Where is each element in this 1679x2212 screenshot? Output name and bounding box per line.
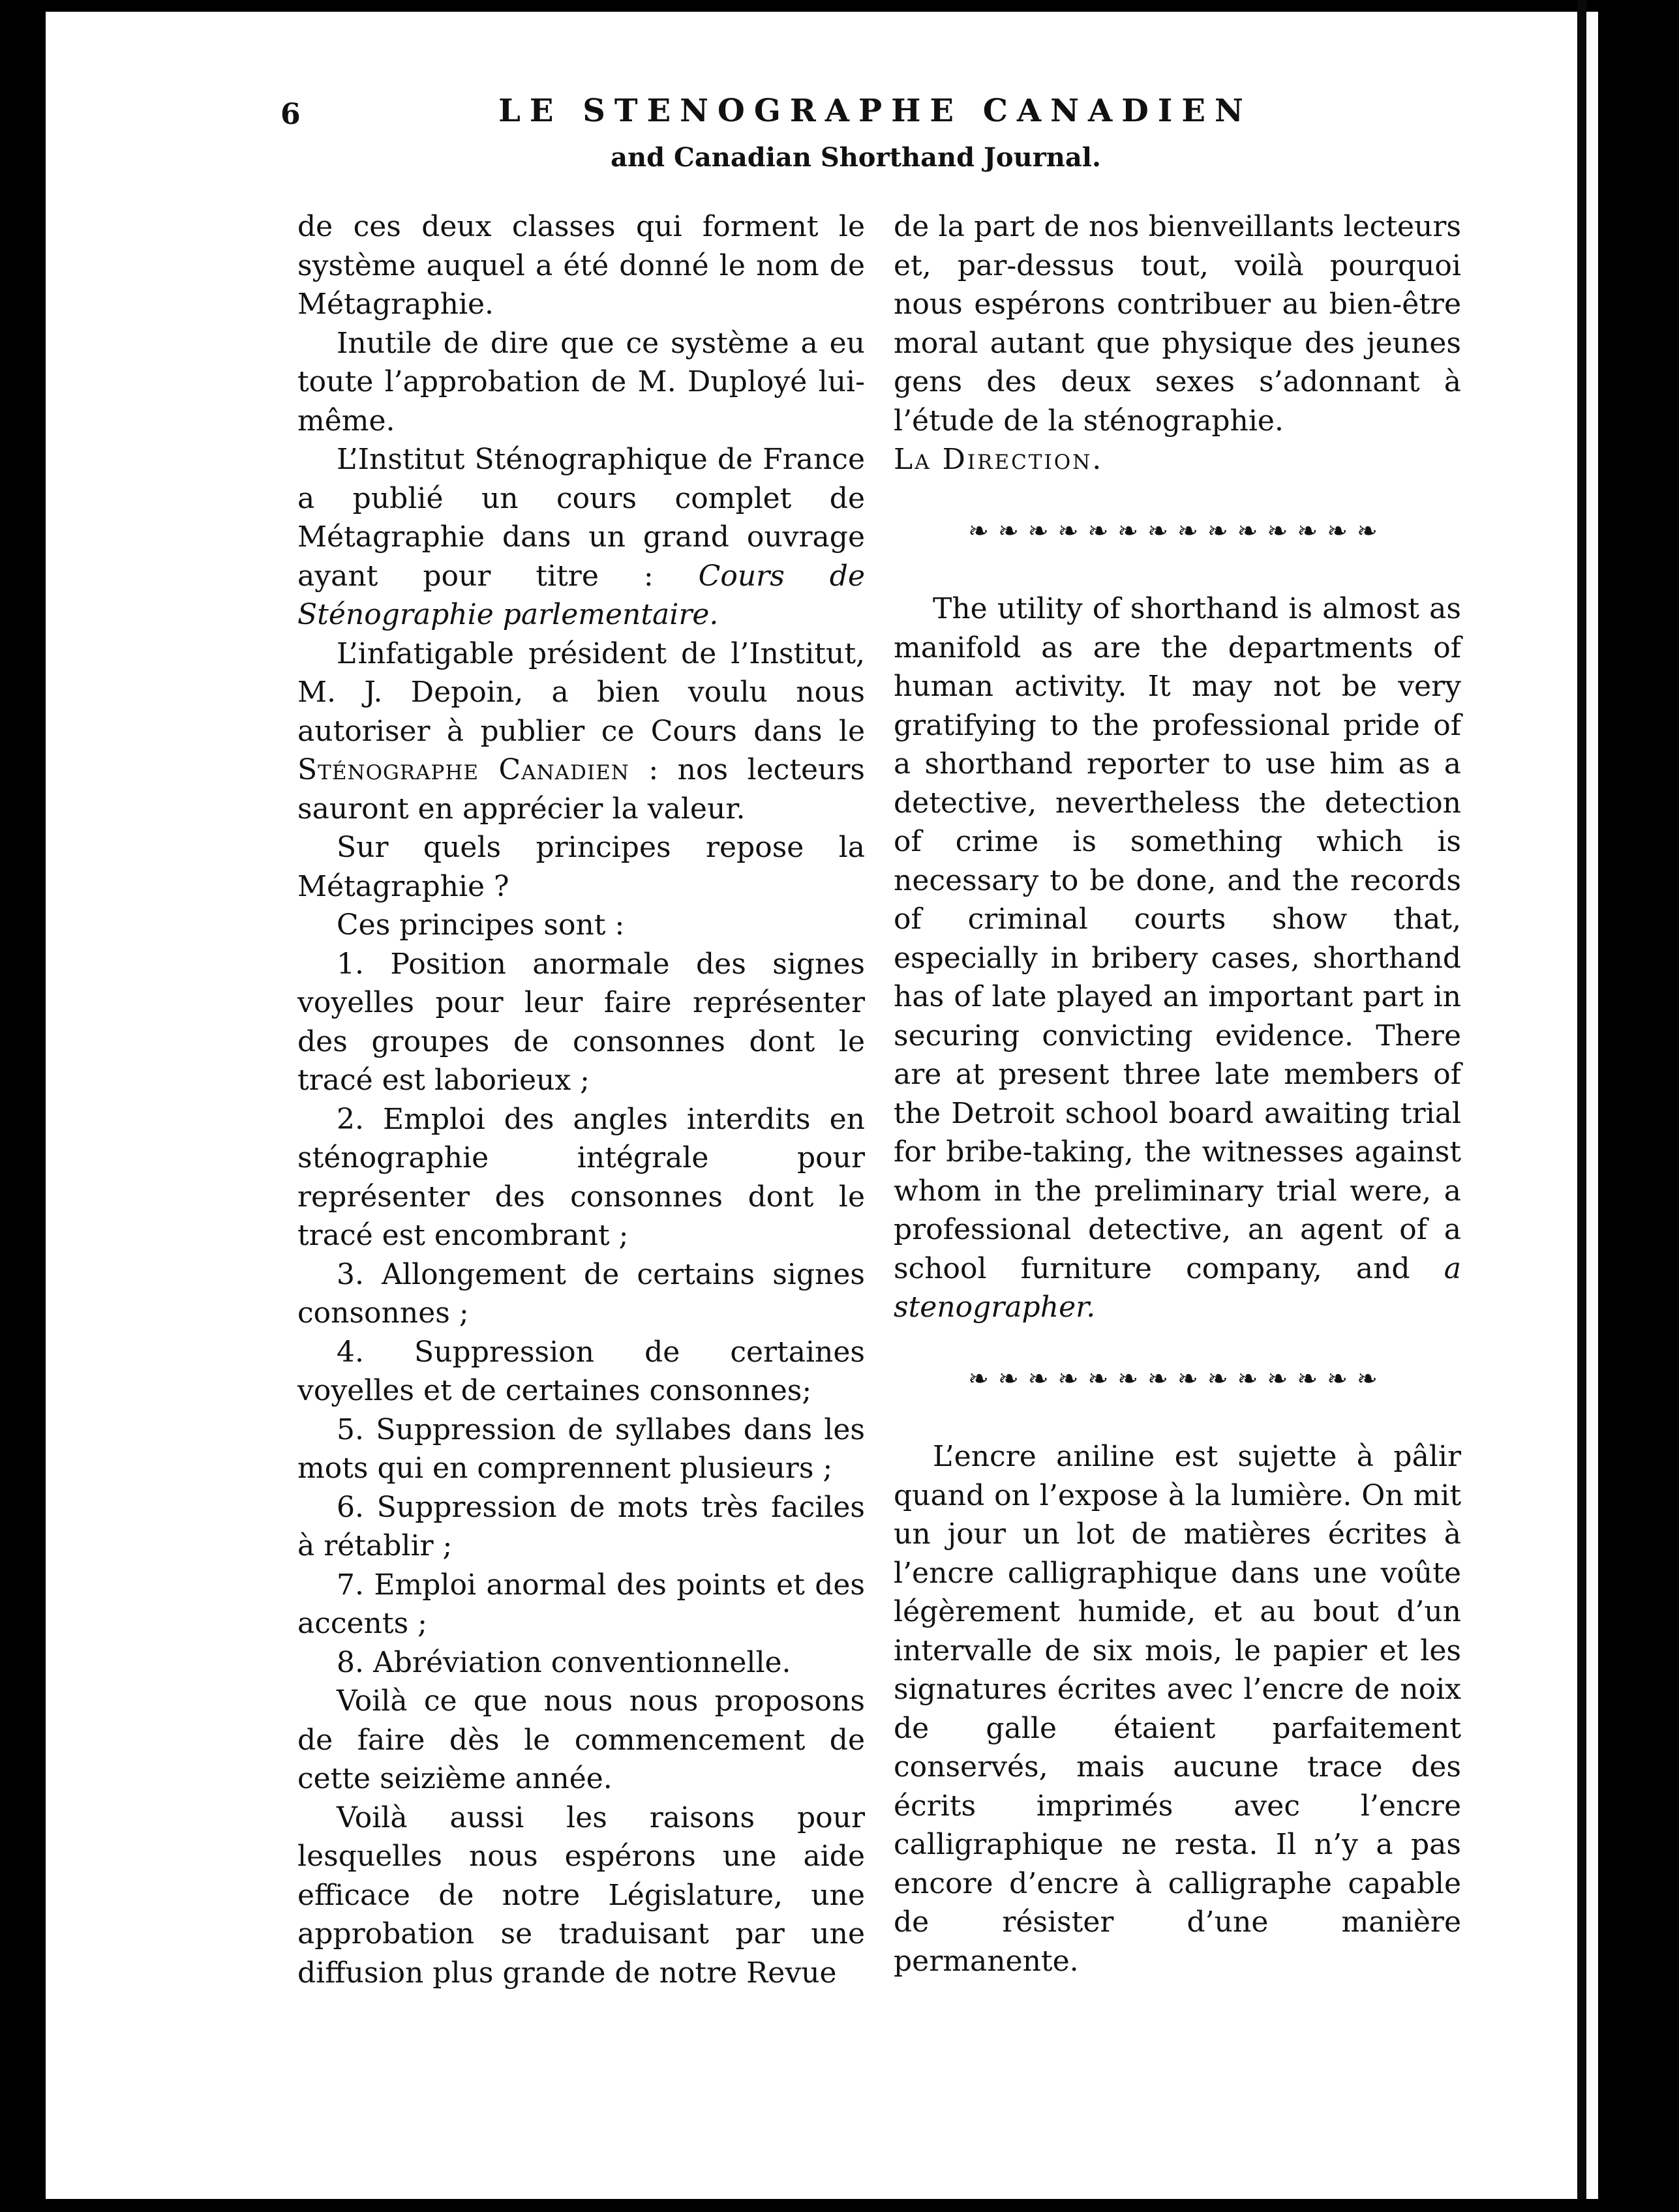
list-item: 7. Emploi anormal des points et des accents ; bbox=[297, 1568, 865, 1640]
paragraph: Voilà aussi les raisons pour lesquelles nous espérons une aide efficace de notre Législature, une approbation se traduisant par une diffusion plus grande de notre Revue bbox=[297, 1801, 865, 1990]
paragraph: Voilà ce que nous nous proposons de faire dès le commencement de cette seizième année. bbox=[297, 1684, 865, 1795]
paragraph-text: L’infatigable président de l’Institut, M. J. Depoin, a bien voulu nous autoriser à publier ce Cours dans le bbox=[297, 636, 865, 748]
right-column bbox=[894, 207, 1461, 1980]
list-item: 3. Allongement de certains signes consonnes ; bbox=[297, 1257, 865, 1330]
paragraph bbox=[297, 635, 865, 829]
emphasis-text: a stenographer. bbox=[894, 1251, 1461, 1324]
list-item: 2. Emploi des angles interdits en sténographie intégrale pour représenter des consonnes dont le tracé est encombrant ; bbox=[297, 1102, 865, 1252]
list-item: 8. Abréviation conventionnelle. bbox=[337, 1645, 791, 1679]
page-number: 6 bbox=[280, 98, 301, 131]
paragraph: L’encre aniline est sujette à pâlir quand on l’expose à la lumière. On mit un jour un lot de matières écrites à l’encre calligraphique dans une voûte légèrement humide, et au bout d’un intervalle de six mois, le papier et les signatures écrites avec l’encre de noix de galle étaient parfaitement conservés, mais aucune trace des écrits imprimés avec l’encre calligraphique ne resta. Il n’y a pas encore d’encre à calligraphe capable de résister d’une manière permanente. bbox=[894, 1440, 1461, 1978]
paragraph: de ces deux classes qui forment le système auquel a été donné le nom de Métagraphie. bbox=[297, 210, 865, 321]
scan-border-top bbox=[0, 0, 1679, 12]
ornament-divider: ❧❧❧❧❧❧❧❧❧❧❧❧❧❧ bbox=[968, 516, 1387, 545]
scan-border-left bbox=[0, 0, 46, 2212]
paragraph: de la part de nos bienveillants lecteurs et, par-dessus tout, voilà pourquoi nous espérons contribuer au bien-être moral autant que physique des jeunes gens des deux sexes s’adonnant à l’étude de la sténographie. bbox=[894, 210, 1461, 438]
signature: La Direction. bbox=[894, 443, 1104, 476]
paragraph-text: : nos lecteurs sauront en apprécier la valeur. bbox=[297, 753, 865, 826]
paragraph-text: The utility of shorthand is almost as manifold as are the departments of human activity. It may not be very gratifying to the professional pride of a shorthand reporter to use him as a detective, nevertheless the detection of crime is something which is necessary to be done, and the records of criminal courts show that, especially in bribery cases, shorthand has of late played an important part in securing convicting evidence. There are at present three late members of the Detroit school board awaiting trial for bribe-taking, the witnesses against whom in the preliminary trial were, a professional detective, an agent of a school furniture company, and bbox=[894, 592, 1461, 1285]
list-item: 1. Position anormale des signes voyelles pour leur faire représenter des groupes de consonnes dont le tracé est laborieux ; bbox=[297, 947, 865, 1097]
scan-border-right bbox=[1598, 0, 1679, 2212]
left-column bbox=[297, 207, 865, 1992]
list-item: 5. Suppression de syllabes dans les mots qui en comprennent plusieurs ; bbox=[297, 1412, 865, 1485]
journal-name: Sténographe Canadien bbox=[297, 753, 629, 786]
running-subtitle: and Canadian Shorthand Journal. bbox=[611, 142, 1101, 173]
paragraph: Ces principes sont : bbox=[337, 908, 625, 942]
ornament-divider: ❧❧❧❧❧❧❧❧❧❧❧❧❧❧ bbox=[968, 1364, 1387, 1393]
paragraph bbox=[297, 440, 865, 635]
paragraph: Inutile de dire que ce système a eu toute l’approbation de M. Duployé lui-même. bbox=[297, 326, 865, 438]
paragraph: Sur quels principes repose la Métagraphie ? bbox=[297, 831, 865, 903]
list-item: 6. Suppression de mots très faciles à rétablir ; bbox=[297, 1490, 865, 1562]
running-title: LE STENOGRAPHE CANADIEN bbox=[498, 93, 1252, 129]
list-item: 4. Suppression de certaines voyelles et de certaines consonnes; bbox=[297, 1335, 865, 1407]
paragraph-text: L’Institut Sténographique de France a publié un cours complet de Métagraphie dans un grand ouvrage ayant pour titre : bbox=[297, 443, 865, 593]
scan-edge-rule bbox=[1577, 0, 1586, 2212]
scan-border-bottom bbox=[0, 2199, 1679, 2212]
paragraph bbox=[894, 590, 1461, 1327]
book-title: Cours de Sténographie parlementaire. bbox=[297, 559, 865, 631]
